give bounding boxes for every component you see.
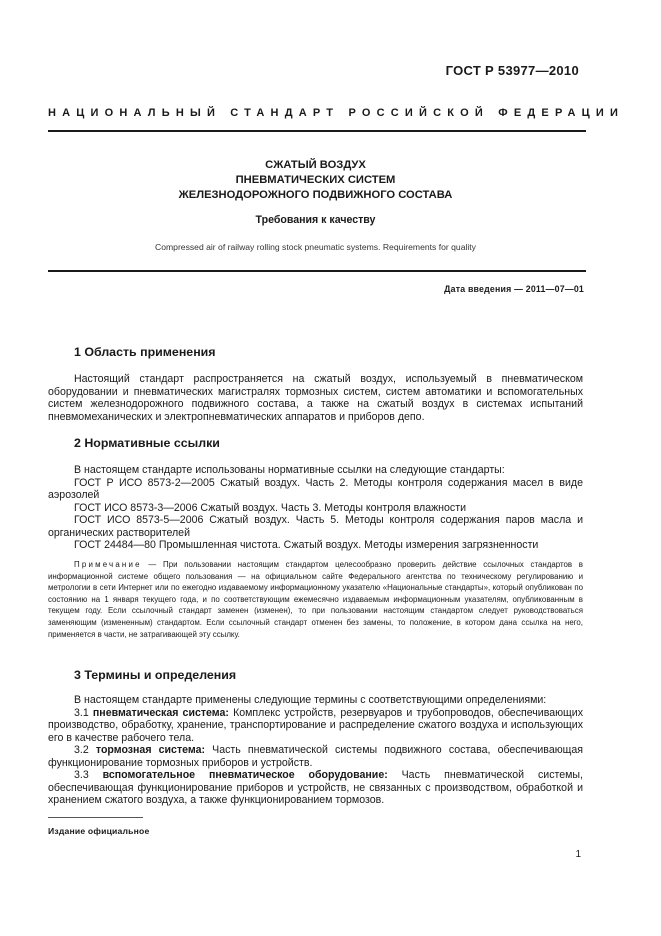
introduction-date: Дата введения — 2011—07—01 xyxy=(444,284,584,294)
section-1-text xyxy=(48,373,583,423)
national-standard-banner: НАЦИОНАЛЬНЫЙ СТАНДАРТ РОССИЙСКОЙ ФЕДЕРАЦИИ xyxy=(48,107,625,119)
references-intro: В настоящем стандарте использованы нормативные ссылки на следующие стандарты: xyxy=(74,464,505,476)
section-1-body: Настоящий стандарт распространяется на сжатый воздух, используемый в пневматическом оборудовании и пневматических магистралях тормозных систем, систем автоматики и вспомогательных систем железнодорожного подвижного состава, а также на сжатый воздух в системах испытаний пневмомеханических и электропневматических аппаратов и приборов депо. xyxy=(48,373,583,423)
term-definition: Часть пневматической системы, обеспечивающая функционирование приборов и устройств, не связанных с производством, обработкой и хранением сжатого воздуха, а также функционированием тормозов. xyxy=(48,769,583,806)
term-definition: Часть пневматической системы подвижного состава, обеспечивающая функционирование тормозных приборов и устройств. xyxy=(48,744,583,769)
term-number: 3.3 xyxy=(74,769,89,781)
page-number: 1 xyxy=(575,849,581,860)
terms-intro: В настоящем стандарте применены следующие термины с соответствующими определениями: xyxy=(74,694,547,706)
document-title xyxy=(48,158,583,203)
term-name: вспомогательное пневматическое оборудование: xyxy=(102,769,388,781)
note-text: — При пользовании настоящим стандартом целесообразно проверить действие ссылочных стандартов в информационной системе общего пользования — на официальном сайте Федерального агентства по техническому регулированию и метрологии в сети Интернет или по ежегодно издаваемому информационному указателю «Национальные стандарты», который опубликован по состоянию на 1 января текущего года, и по соответствующим ежемесячно издаваемым информационным указателям, опубликованным в текущем году. Если ссылочный стандарт заменен (изменен), то при пользовании настоящим стандартом следует руководствоваться заменяющим (измененным) стандартом. Если ссылочный стандарт отменен без замены, то положение, в котором дана ссылка на него, применяется в части, не затрагивающей эту ссылку. xyxy=(48,560,583,639)
reference-item: ГОСТ 24484—80 Промышленная чистота. Сжатый воздух. Методы измерения загрязненности xyxy=(74,539,539,551)
section-2-heading: 2 Нормативные ссылки xyxy=(74,436,220,450)
english-title: Compressed air of railway rolling stock pneumatic systems. Requirements for quality xyxy=(155,242,476,252)
title-line-3: ЖЕЛЕЗНОДОРОЖНОГО ПОДВИЖНОГО СОСТАВА xyxy=(178,189,453,201)
reference-item: ГОСТ ИСО 8573-5—2006 Сжатый воздух. Часть 5. Методы контроля содержания паров масла и органических растворителей xyxy=(48,514,583,539)
term-name: тормозная система: xyxy=(95,744,206,756)
official-edition-label: Издание официальное xyxy=(48,826,150,836)
title-line-2: ПНЕВМАТИЧЕСКИХ СИСТЕМ xyxy=(235,174,396,186)
document-subtitle: Требования к качеству xyxy=(255,214,376,226)
note-label: Примечание xyxy=(74,560,142,569)
reference-item: ГОСТ ИСО 8573-3—2006 Сжатый воздух. Часть 3. Методы контроля влажности xyxy=(74,501,466,514)
term-number: 3.1 xyxy=(74,706,89,719)
title-line-1: СЖАТЫЙ ВОЗДУХ xyxy=(265,159,366,171)
note-block xyxy=(48,559,583,640)
term-definition: Комплекс устройств, резервуаров и трубопроводов, обеспечивающих производство, обработку, хранение, транспортирование и распределение сжатого воздуха и использующих его в качестве рабочего тела. xyxy=(48,706,583,744)
section-3-heading: 3 Термины и определения xyxy=(74,668,237,682)
bottom-divider xyxy=(48,270,586,272)
document-code: ГОСТ Р 53977—2010 xyxy=(445,63,579,78)
footer-divider xyxy=(48,817,143,818)
term-number: 3.2 xyxy=(74,744,89,756)
term-name: пневматическая система: xyxy=(92,706,229,719)
top-divider xyxy=(48,130,586,132)
terms-list xyxy=(48,694,583,807)
references-list xyxy=(48,464,583,552)
section-1-heading: 1 Область применения xyxy=(74,345,216,359)
reference-item: ГОСТ Р ИСО 8573-2—2005 Сжатый воздух. Часть 2. Методы контроля содержания масел в виде аэрозолей xyxy=(48,476,583,501)
